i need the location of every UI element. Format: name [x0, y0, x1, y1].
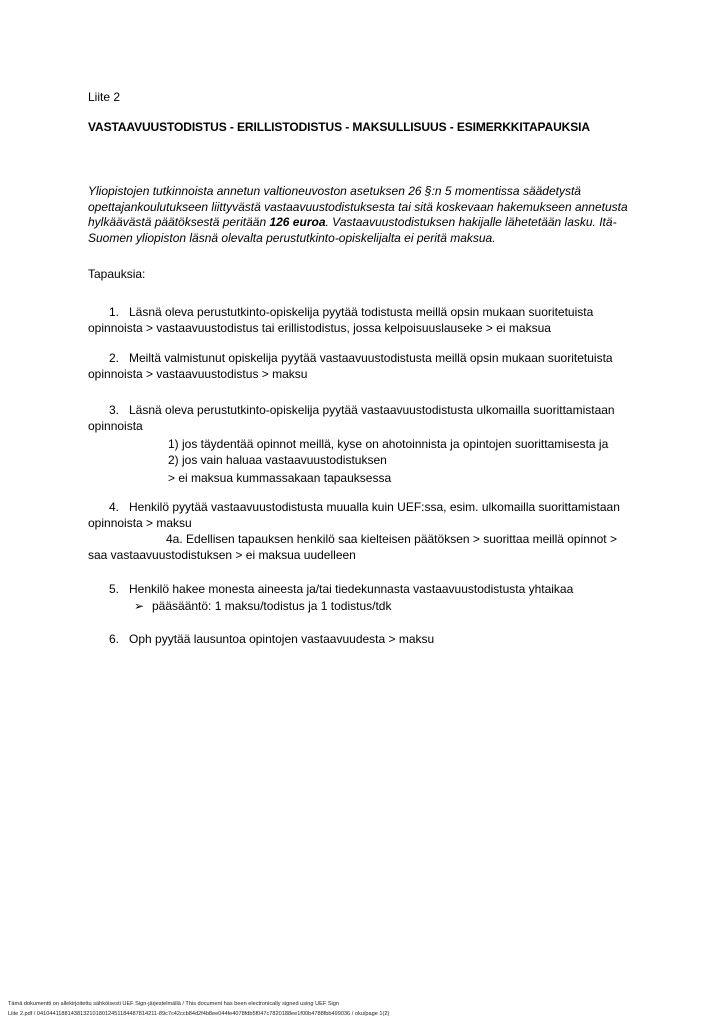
- case-sub-item: > ei maksua kummassakaan tapauksessa: [168, 471, 392, 485]
- case-item: [88, 304, 638, 336]
- case-sub-item: 1) jos täydentää opinnot meillä, kyse on ahotoinnista ja opintojen suorittamisesta ja: [168, 437, 609, 451]
- intro-text-part1: Yliopistojen tutkinnoista annetun valtioneuvoston asetuksen 26 §:n 5 momentissa säädetystä opettajankoulutukseen liittyvästä vastaavuustodistuksesta tai sitä koskevaan hakemukseen annetusta hylkäävästä päätöksestä peritään: [88, 184, 628, 229]
- case-sub-item: 4a. Edellisen tapauksen henkilö saa kielteisen päätöksen > suorittaa meillä opinnot >: [166, 532, 617, 546]
- case-item: [88, 350, 638, 382]
- case-number: 5.: [109, 582, 120, 596]
- case-number: 3.: [109, 403, 120, 417]
- case-number: 1.: [109, 305, 120, 319]
- case-text: Läsnä oleva perustutkinto-opiskelija pyytää vastaavuustodistusta ulkomailla suorittamistaan: [129, 403, 615, 417]
- case-sub-item-continued: saa vastaavuustodistuksen > ei maksua uudelleen: [88, 548, 356, 562]
- case-sub-item: 2) jos vain haluaa vastaavuustodistuksen: [168, 453, 387, 467]
- case-item: [88, 499, 638, 563]
- annex-label: Liite 2: [88, 90, 121, 104]
- case-bullet-text: pääsääntö: 1 maksu/todistus ja 1 todistus/tdk: [152, 599, 392, 613]
- case-text: Henkilö pyytää vastaavuustodistusta muualla kuin UEF:ssa, esim. ulkomailla suorittamistaan: [129, 500, 620, 514]
- footer-signature-notice: Tämä dokumentti on allekirjoitettu sähköisesti UEF Sign-järjestelmällä / This document has been electronically signed using UEF Sign: [8, 1001, 340, 1007]
- case-item: [88, 581, 638, 614]
- case-text-continued: opinnoista > vastaavuustodistus > maksu: [88, 367, 308, 381]
- cases-label: Tapauksia:: [88, 267, 146, 281]
- case-text: Läsnä oleva perustutkinto-opiskelija pyytää todistusta meillä opsin mukaan suoritetuista: [129, 305, 594, 319]
- case-text: Henkilö hakee monesta aineesta ja/tai tiedekunnasta vastaavuustodistusta yhtaikaa: [129, 582, 574, 596]
- case-number: 6.: [109, 632, 120, 646]
- case-text: Meiltä valmistunut opiskelija pyytää vastaavuustodistusta meillä opsin mukaan suoritetuista: [129, 351, 613, 365]
- case-text-continued: opinnoista: [88, 419, 143, 433]
- case-number: 4.: [109, 500, 120, 514]
- case-text-continued: opinnoista > maksu: [88, 516, 192, 530]
- case-item: [88, 402, 638, 486]
- case-text-continued: opinnoista > vastaavuustodistus tai erillistodistus, jossa kelpoisuuslauseke > ei maksua: [88, 321, 551, 335]
- case-item: [88, 631, 638, 647]
- footer-document-id: Liite 2.pdf / 041044118814381321018012451184487814211-89c7c42ccb84d2f4b8ee044fe4078fdb5f047c7820188ee1f00b4788fbb499036 / oku/page 1(2): [8, 1011, 390, 1017]
- intro-text-part2: . Vastaavuustodistuksen hakijalle lähetetään lasku. Itä-Suomen yliopiston läsnä olevalta perustutkinto-opiskelijalta ei peritä maksua.: [88, 215, 617, 245]
- case-number: 2.: [109, 351, 120, 365]
- case-text: Oph pyytää lausuntoa opintojen vastaavuudesta > maksu: [129, 632, 435, 646]
- document-title: VASTAAVUUSTODISTUS - ERILLISTODISTUS - MAKSULLISUUS - ESIMERKKITAPAUKSIA: [88, 120, 590, 134]
- intro-paragraph: [88, 184, 636, 246]
- arrow-bullet-icon: ➢: [134, 599, 145, 613]
- fee-amount: 126 euroa: [269, 215, 326, 229]
